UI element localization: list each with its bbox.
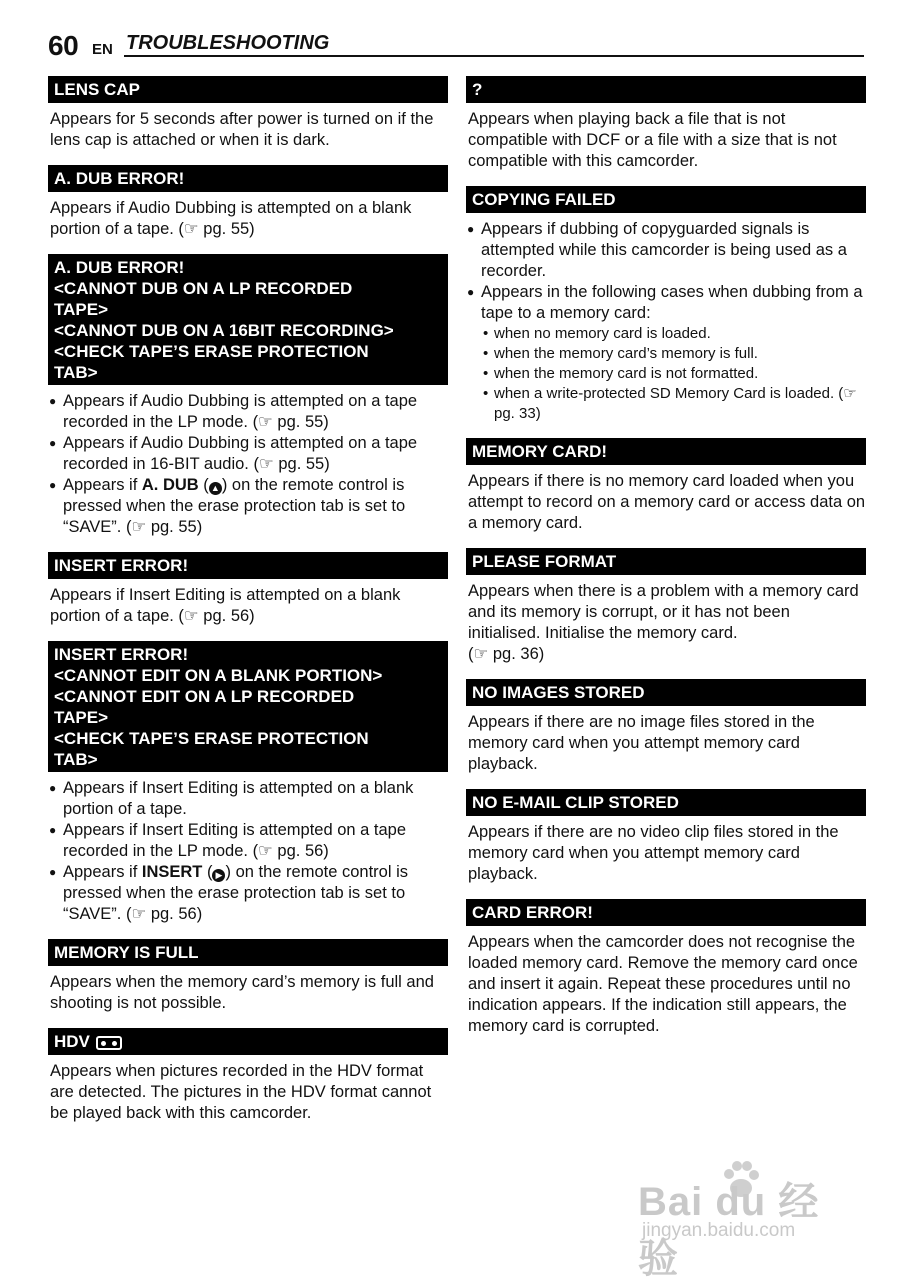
no-email-clip-text: Appears if there are no video clip files stored in the memory card when you attempt memory card playback. (468, 823, 839, 883)
insert-error-heading: INSERT ERROR! (48, 552, 448, 579)
question-heading: ? (466, 76, 866, 103)
list-item: ● Appears if Audio Dubbing is attempted on a tape recorded in the LP mode. (☞ pg. 55) (48, 391, 448, 433)
insert-button-label: INSERT (141, 863, 203, 881)
dub-error-detail-heading (48, 254, 448, 385)
heading-line: <CANNOT EDIT ON A BLANK PORTION> (54, 666, 383, 685)
heading-line: <CANNOT EDIT ON A LP RECORDED (54, 687, 355, 706)
heading-line: TAB> (54, 750, 98, 769)
hdv-text: Appears when pictures recorded in the HDV format are detected. The pictures in the HDV format cannot be played back with this camcorder. (50, 1062, 432, 1122)
list-item: ● Appears if A. DUB ( ▲ ) on the remote control is pressed when the erase protection tab is set to “SAVE”. (☞ pg. 55) (48, 475, 448, 538)
lens-cap-heading: LENS CAP (48, 76, 448, 103)
sub-item: • when a write-protected SD Memory Card is loaded. (☞ pg. 33) (481, 384, 866, 424)
question-text: Appears when playing back a file that is not compatible with DCF or a file with a size that is not compatible with this camcorder. (468, 110, 837, 170)
card-error-heading: CARD ERROR! (466, 899, 866, 926)
right-column (466, 76, 866, 1037)
section-title: TROUBLESHOOTING (126, 32, 330, 54)
please-format-text: Appears when there is a problem with a memory card and its memory is corrupt, or it has not been initialised. Initialise the memory card. (☞ pg. 36) (468, 582, 859, 663)
no-images-heading: NO IMAGES STORED (466, 679, 866, 706)
list-item: ● Appears if dubbing of copyguarded signals is attempted while this camcorder is being used as a recorder. (466, 219, 866, 282)
heading-line: A. DUB ERROR! (54, 258, 185, 277)
heading-line: TAB> (54, 363, 98, 382)
sub-item: • when no memory card is loaded. (481, 324, 866, 344)
page-header (48, 28, 864, 62)
lens-cap-text: Appears for 5 seconds after power is turned on if the lens cap is attached or when it is dark. (50, 110, 434, 149)
memory-card-text: Appears if there is no memory card loaded when you attempt to record on a memory card or access data on a memory card. (468, 472, 866, 532)
baidu-watermark (638, 1160, 858, 1281)
page-number: 60 (48, 30, 79, 61)
no-email-clip-heading: NO E-MAIL CLIP STORED (466, 789, 866, 816)
list-item: ● Appears if Audio Dubbing is attempted on a tape recorded in 16-BIT audio. (☞ pg. 55) (48, 433, 448, 475)
heading-line: TAPE> (54, 300, 109, 319)
list-item: ● Appears if Insert Editing is attempted on a blank portion of a tape. (48, 778, 448, 820)
insert-error-text: Appears if Insert Editing is attempted on a blank portion of a tape. (☞ pg. 56) (50, 586, 401, 625)
tape-icon (96, 1036, 122, 1050)
dub-error-heading: A. DUB ERROR! (48, 165, 448, 192)
dub-error-text: Appears if Audio Dubbing is attempted on a blank portion of a tape. (☞ pg. 55) (50, 199, 412, 238)
dub-error-bullets (48, 391, 448, 538)
memory-card-heading: MEMORY CARD! (466, 438, 866, 465)
copying-failed-bullets (466, 219, 866, 424)
page-reference: (☞ pg. 36) (468, 645, 545, 663)
heading-line: INSERT ERROR! (54, 645, 189, 664)
hdv-heading: HDV (48, 1028, 448, 1055)
copying-failed-subitems (481, 324, 866, 424)
no-images-text: Appears if there are no image files stored in the memory card when you attempt memory card playback. (468, 713, 815, 773)
insert-error-bullets (48, 778, 448, 925)
watermark-logo: Bai du 经验 (638, 1180, 820, 1281)
sub-item: • when the memory card’s memory is full. (481, 344, 866, 364)
sub-item: • when the memory card is not formatted. (481, 364, 866, 384)
watermark-url: jingyan.baidu.com (642, 1220, 796, 1241)
memory-full-heading: MEMORY IS FULL (48, 939, 448, 966)
list-item: ● Appears if Insert Editing is attempted on a tape recorded in the LP mode. (☞ pg. 56) (48, 820, 448, 862)
card-error-text: Appears when the camcorder does not recognise the loaded memory card. Remove the memory card once and insert it again. Repeat these procedures until no indication appears. If the indication still appears, the memory card is corrupted. (468, 933, 858, 1035)
insert-button-icon: ▶ (212, 869, 225, 882)
please-format-heading: PLEASE FORMAT (466, 548, 866, 575)
a-dub-button-icon: ▲ (209, 482, 222, 495)
list-item: ● Appears in the following cases when dubbing from a tape to a memory card: • when no memory card is loaded. • when the memory card’s memory is full. • when the memory card is not formatted. • when a write-protected SD Memory Card is loaded. (☞ pg. 33) (466, 282, 866, 424)
left-column (48, 76, 448, 1124)
heading-line: TAPE> (54, 708, 109, 727)
heading-line: <CHECK TAPE’S ERASE PROTECTION (54, 342, 369, 361)
memory-full-text: Appears when the memory card’s memory is full and shooting is not possible. (50, 973, 434, 1012)
copying-failed-heading: COPYING FAILED (466, 186, 866, 213)
language-code: EN (92, 41, 113, 58)
list-item: ● Appears if INSERT ( ▶ ) on the remote control is pressed when the erase protection tab is set to “SAVE”. (☞ pg. 56) (48, 862, 448, 925)
heading-line: <CHECK TAPE’S ERASE PROTECTION (54, 729, 369, 748)
insert-error-detail-heading (48, 641, 448, 772)
heading-line: <CANNOT DUB ON A LP RECORDED (54, 279, 353, 298)
heading-line: <CANNOT DUB ON A 16BIT RECORDING> (54, 321, 394, 340)
header-rule (124, 55, 864, 57)
a-dub-button-label: A. DUB (141, 476, 199, 494)
